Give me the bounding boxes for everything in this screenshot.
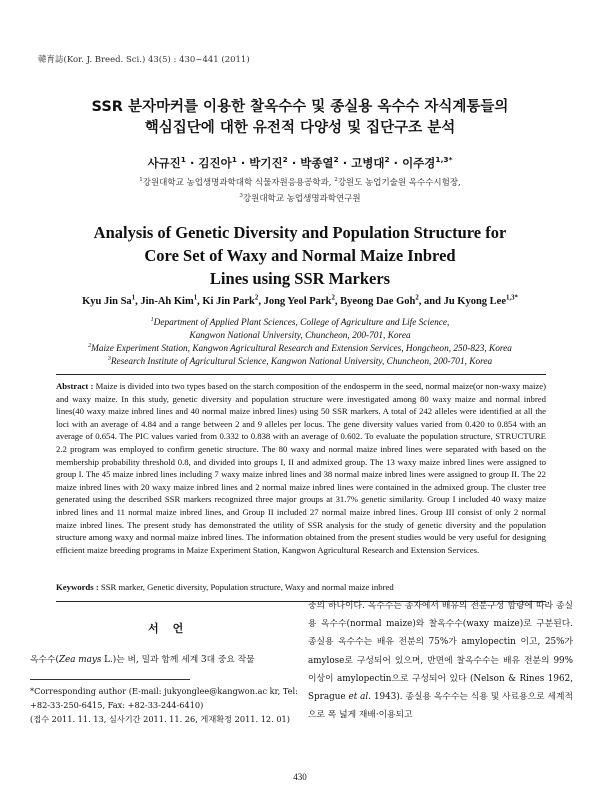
abstract-text: Maize is divided into two types based on the starch composition of the endosperm in the seed, normal maize(or non-waxy maize) and waxy maize. In this study, genetic diversity and population structure were investigated among 80 waxy maize and normal inbred lines(40 waxy maize inbred lines and 40 normal maize inbred lines) using 50 SSR markers. A total of 242 alleles were identified at all the loci with an average of 4.84 and a range between 2 and 9 alleles per locus. The gene diversity values varied from 0.420 to 0.854 with an average of 0.654. The PIC values varied from 0.332 to 0.838 with an average of 0.602. To evaluate the population structure, STRUCTURE 2.2 program was employed to confirm genetic structure. The 80 waxy and normal maize inbred lines were separated with based on the membership probability threshold 0.8, and divided into groups I, II and admixed group. The 13 waxy maize inbred lines were assigned to group I. The 45 maize inbred lines including 7 waxy maize inbred lines and 38 normal maize inbred lines were assigned to group II. The 22 maize inbred lines with 20 waxy maize inbred lines and 2 normal maize inbred lines were contained in the admixed group. The cluster tree generated using the described SSR markers recognized three major groups at 31.7% genetic similarity. Group I included 40 waxy maize inbred lines and 11 normal maize inbred lines, and Group II included 27 normal maize inbred lines. Group III consist of only 2 normal maize inbred lines. The present study has demonstrated the utility of SSR analysis for the study of genetic diversity and the population structure among waxy and normal maize inbred lines. The information obtained from the present studies would be very useful for designing efficient maize breeding programs in Maize Experiment Station, Kangwon Agricultural Research and Extension Services. bbox=[56, 381, 546, 555]
korean-affiliation-line2 bbox=[40, 192, 560, 204]
english-affiliation-1-cont: Kangwon National University, Chuncheon, 200-701, Korea bbox=[189, 331, 411, 341]
intro-right-paragraph bbox=[308, 597, 573, 724]
aff-sup: 1 bbox=[150, 316, 154, 323]
english-author-name: Byeong Dae Goh bbox=[340, 296, 416, 307]
english-title-line1: Analysis of Genetic Diversity and Population Structure for bbox=[93, 223, 507, 242]
page-number: 430 bbox=[293, 772, 307, 782]
aff-sup: 2 bbox=[88, 342, 92, 349]
english-affiliations bbox=[40, 317, 560, 369]
korean-author-sup: 1,3* bbox=[435, 155, 453, 165]
english-author-sup: 1 bbox=[193, 294, 198, 302]
korean-author-sup: 1 bbox=[231, 155, 237, 165]
body-text: 옥수수( bbox=[30, 655, 59, 665]
english-author-name: Ju Kyong Lee bbox=[443, 296, 506, 307]
author-separator: · bbox=[389, 156, 403, 170]
english-author-name: Jin-Ah Kim bbox=[140, 296, 194, 307]
aff-sup: 2 bbox=[334, 177, 338, 184]
korean-author-name: 김진아 bbox=[198, 156, 232, 170]
body-text: L.)는 벼, 밀과 함께 세계 3대 중요 작물 bbox=[101, 655, 255, 665]
korean-author-sup: 2 bbox=[282, 155, 288, 165]
english-author-name: Ki Jin Park bbox=[202, 296, 255, 307]
korean-authors bbox=[40, 155, 560, 171]
korean-author-sup: 1 bbox=[180, 155, 186, 165]
footnote-rule bbox=[30, 679, 190, 680]
author-separator: · bbox=[185, 156, 199, 170]
aff-sup: 1 bbox=[139, 177, 143, 184]
korean-title-line2: 핵심집단에 대한 유전적 다양성 및 집단구조 분석 bbox=[144, 120, 456, 136]
abstract bbox=[56, 380, 546, 556]
aff-text: Maize Experiment Station, Kangwon Agricultural Research and Extension Services, Hongcheon, 250-823, Korea bbox=[91, 344, 512, 354]
section-heading-introduction: 서언 bbox=[148, 622, 198, 635]
korean-author-name: 박종열 bbox=[300, 156, 334, 170]
korean-author-name: 박기진 bbox=[249, 156, 283, 170]
english-author-sup: 2 bbox=[331, 294, 335, 302]
author-separator: · bbox=[338, 156, 352, 170]
korean-title-line1: SSR 분자마커를 이용한 찰옥수수 및 종실용 옥수수 자식계통들의 bbox=[91, 99, 509, 115]
footnote-line1: *Corresponding author (E-mail: jukyonglee@kangwon.ac kr, Tel: bbox=[30, 686, 298, 696]
english-affiliation-3 bbox=[40, 356, 560, 369]
author-separator: , bbox=[258, 296, 264, 307]
english-title bbox=[40, 221, 560, 290]
aff-text: Department of Applied Plant Sciences, College of Agriculture and Life Science, bbox=[153, 318, 450, 328]
korean-author-name: 고병대 bbox=[351, 156, 385, 170]
author-separator: · bbox=[236, 156, 250, 170]
intro-left-paragraph bbox=[30, 652, 300, 668]
english-authors bbox=[30, 296, 570, 307]
abstract-top-rule bbox=[56, 374, 546, 375]
english-affiliation-2 bbox=[40, 343, 560, 356]
received-dates: (접수 2011. 11. 13, 심사기간 2011. 11. 26, 게재확정 2011. 12. 01) bbox=[30, 714, 290, 724]
english-author-name: Kyu Jin Sa bbox=[82, 296, 132, 307]
english-author-sup: 2 bbox=[415, 294, 419, 302]
korean-author-sup: 2 bbox=[384, 155, 390, 165]
author-separator: , bbox=[135, 296, 141, 307]
keywords-label: Keywords : bbox=[56, 582, 99, 592]
korean-title bbox=[40, 97, 560, 139]
english-title-line2: Core Set of Waxy and Normal Maize Inbred bbox=[144, 246, 456, 265]
korean-affiliation-3: 강원대학교 농업생명과학연구원 bbox=[242, 194, 361, 204]
aff-sup: 3 bbox=[239, 193, 243, 200]
journal-header: 韓育誌(Kor. J. Breed. Sci.) 43(5) : 430~441 (2011) bbox=[38, 55, 250, 65]
english-title-line3: Lines using SSR Markers bbox=[209, 269, 391, 288]
korean-affiliation-2: 강원도 농업기술원 옥수수시험장, bbox=[337, 178, 461, 188]
korean-author-name: 이주경 bbox=[402, 156, 436, 170]
aff-sup: 3 bbox=[107, 355, 111, 362]
english-author-sup: 2 bbox=[254, 294, 259, 302]
body-text: 중의 하나이다. 옥수수는 종자에서 배유의 전분구성 함량에 따라 종실용 옥수수(normal maize)와 찰옥수수(waxy maize)로 구분된다. 종실용 옥수수는 배유 전분의 75%가 amylopectin 이고, 25%가 amylose로 구성되어 있으며, 반면에 찰옥수수는 배유 전분의 99% 이상이 amylopectin으로 구성되어 있다 (Nelson & Rines 1962, Sprague bbox=[308, 601, 573, 703]
english-author-name: Jong Yeol Park bbox=[263, 296, 332, 307]
author-separator: , bbox=[334, 296, 341, 307]
korean-affiliation-line1 bbox=[40, 176, 560, 188]
english-author-sup: 1 bbox=[131, 294, 136, 302]
species-name: Zea mays bbox=[58, 655, 102, 665]
footnote-line2: +82-33-250-6415, Fax: +82-33-244-6410) bbox=[30, 699, 204, 710]
english-author-sup: 1,3* bbox=[506, 294, 518, 302]
korean-affiliation-1: 강원대학교 농업생명과학대학 식물자원응용공학과, bbox=[142, 178, 335, 188]
keywords bbox=[56, 582, 546, 592]
corresponding-author-footnote bbox=[30, 685, 300, 712]
et-al: et al. bbox=[348, 692, 372, 703]
aff-text: Research Institute of Agricultural Science, Kangwon National University, Chuncheon, 200-701, Korea bbox=[110, 357, 493, 367]
author-separator: · bbox=[287, 156, 301, 170]
author-separator: , and bbox=[418, 296, 444, 307]
keywords-text: SSR marker, Genetic diversity, Population structure, Waxy and normal maize inbred bbox=[100, 582, 394, 592]
abstract-label: Abstract : bbox=[56, 381, 94, 391]
korean-author-name: 사규진 bbox=[147, 156, 181, 170]
korean-author-sup: 2 bbox=[333, 155, 339, 165]
body-text: 1943). 종실용 옥수수는 식용 및 사료용으로 세계적으로 폭 넓게 재배·이용되고 bbox=[308, 692, 573, 721]
english-affiliation-1 bbox=[40, 317, 560, 330]
author-separator: , bbox=[197, 296, 203, 307]
